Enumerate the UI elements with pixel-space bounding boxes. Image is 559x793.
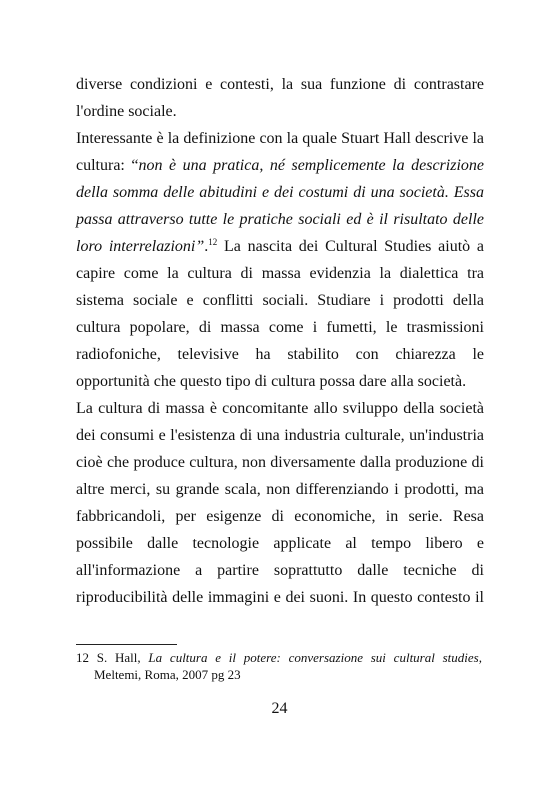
body-line-4-lead: cultura: “ [76,157,139,174]
body-line-13: La cultura di massa è concomitante allo sviluppo della società [76,400,484,417]
footnote-12-line-1 [76,649,482,666]
body-line-14: dei consumi e l'esistenza di una industria culturale, un'industria [76,427,484,444]
quote-line-2-text: della somma delle abitudini e dei costumi di una società. Essa [76,184,484,201]
body-line-10: cultura popolare, di massa come i fumetti, le trasmissioni [76,319,484,336]
footnote-author: S. Hall, [89,650,149,665]
footnote-number: 12 [76,650,89,665]
footnote-12-line-2: Meltemi, Roma, 2007 pg 23 [94,667,241,682]
body-line-7-tail: La nascita dei Cultural Studies aiutò a [217,238,484,255]
body-line-19: all'informazione a partire soprattutto dalle tecniche di [76,562,484,579]
body-line-16: altre merci, su grande scala, non differenziando i prodotti, ma [76,481,484,498]
body-line-18: possibile dalle tecnologie applicate al tempo libero e [76,535,484,552]
body-line-3: Interessante è la definizione con la quale Stuart Hall descrive la [76,130,484,147]
body-line-20: riproducibilità delle immagini e dei suoni. In questo contesto il [76,589,484,606]
body-line-4 [76,155,484,177]
quote-line-1: non è una pratica, né semplicemente la descrizione [138,157,485,174]
quote-line-4: loro interrelazioni” [76,238,205,255]
body-line-15: cioè che produce cultura, non diversamente dalla produzione di [76,454,484,471]
body-line-8: capire come la cultura di massa evidenzia la dialettica tra [76,265,484,282]
quote-line-3 [76,209,484,231]
quote-line-3-text: passa attraverso tutte le pratiche sociali ed è il risultato delle [76,211,484,228]
body-line-11: radiofoniche, televisive ha stabilito con chiarezza le [76,346,484,363]
body-line-1: diverse condizioni e contesti, la sua funzione di contrastare [76,76,484,93]
footnote-title: La cultura e il potere: conversazione sui cultural studies, [148,650,482,665]
body-line-9: sistema sociale e conflitti sociali. Studiare i prodotti della [76,292,484,309]
footnote-ref-12: 12 [208,237,218,247]
page-number: 24 [271,700,288,717]
body-line-12: opportunità che questo tipo di cultura possa dare alla società. [76,373,467,390]
body-line-7 [76,236,484,258]
body-line-17: fabbricandoli, per esigenze di economiche, in serie. Resa [76,508,484,525]
body-line-2: l'ordine sociale. [76,103,177,120]
quote-line-2 [76,182,484,204]
footnote-separator [76,644,177,645]
quote-end-period: . [204,238,209,255]
